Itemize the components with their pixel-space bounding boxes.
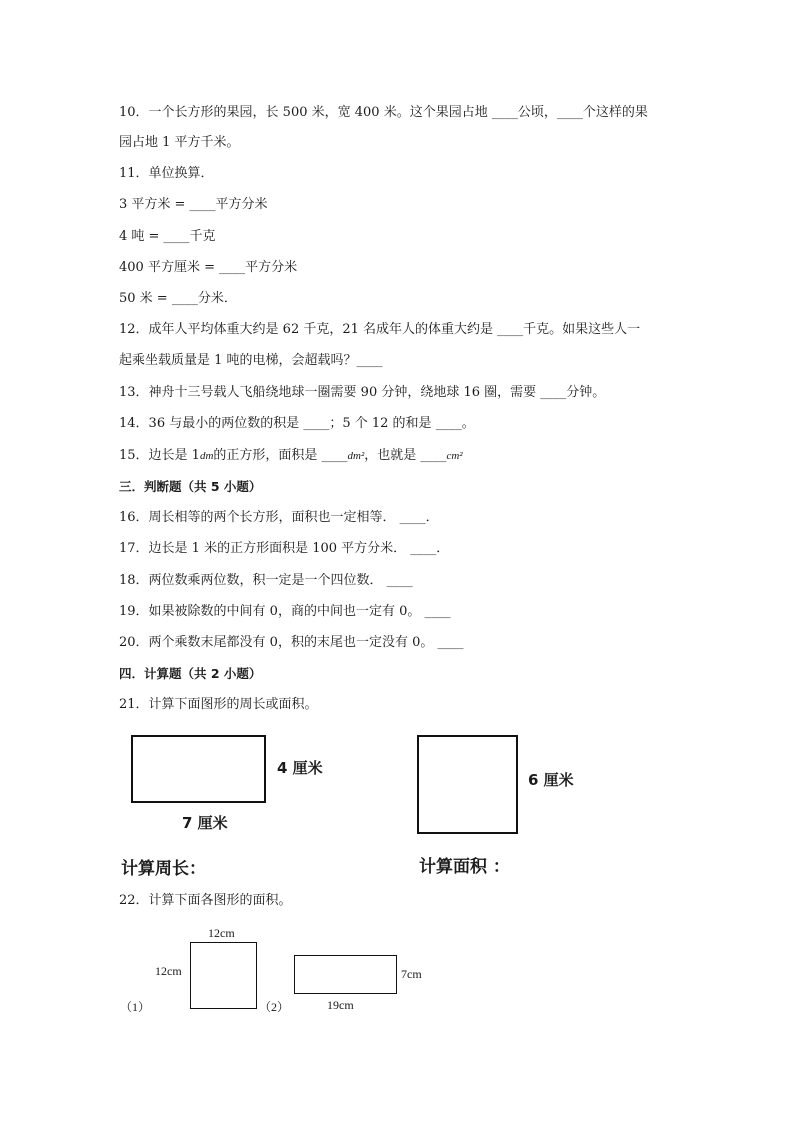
- question-10-line2: 园占地 1 平方千米。: [119, 135, 240, 150]
- question-11-c: 400 平方厘米 = ____平方分米: [119, 260, 298, 275]
- square-side-label: 6 厘米: [528, 771, 574, 789]
- question-20: 20．两个乘数末尾都没有 0，积的末尾也一定没有 0。 ____: [119, 635, 464, 650]
- square-figure: [417, 735, 518, 834]
- rectangle-side-label: 4 厘米: [277, 759, 323, 777]
- figure1-number: （1）: [120, 1000, 151, 1014]
- question-11-b: 4 吨 = ____千克: [119, 229, 216, 244]
- question-12-line1: 12．成年人平均体重大约是 62 千克，21 名成年人的体重大约是 ____千克。如果这些人一: [119, 322, 641, 337]
- question-17: 17．边长是 1 米的正方形面积是 100 平方分米． ____．: [119, 541, 450, 556]
- question-18: 18．两位数乘两位数，积一定是一个四位数． ____: [119, 573, 413, 588]
- question-15-part-c: ，也就是 ____: [364, 448, 447, 463]
- question-15-part-b: 的正方形，面积是 ____: [213, 448, 348, 463]
- perimeter-label: 计算周长：: [121, 859, 206, 879]
- area-label: 计算面积 ：: [419, 857, 510, 877]
- rectangle-bottom-label: 7 厘米: [182, 814, 228, 832]
- question-11: 11．单位换算．: [119, 166, 214, 181]
- section-4-heading: 四．计算题（共 2 小题）: [119, 666, 262, 681]
- question-15-unit-dm2: dm²: [347, 450, 365, 462]
- question-16: 16．周长相等的两个长方形，面积也一定相等． ____．: [119, 510, 439, 525]
- question-15-unit-dm: dm: [199, 450, 214, 462]
- figure2-rectangle: [294, 955, 397, 994]
- question-15-unit-cm2: cm²: [446, 450, 463, 462]
- question-11-a: 3 平方米 = ____平方分米: [119, 197, 268, 212]
- figure1-left-label: 12cm: [155, 964, 182, 978]
- question-14: 14．36 与最小的两位数的积是 ____；5 个 12 的和是 ____。: [119, 416, 475, 431]
- question-13: 13．神舟十三号载人飞船绕地球一圈需要 90 分钟，绕地球 16 圈，需要 ____分钟。: [119, 385, 606, 400]
- question-12-line2: 起乘坐载质量是 1 吨的电梯，会超载吗？____: [119, 353, 383, 368]
- question-22: 22．计算下面各图形的面积。: [119, 893, 292, 908]
- figure2-bottom-label: 19cm: [327, 998, 354, 1012]
- question-10-line1: 10．一个长方形的果园，长 500 米，宽 400 米。这个果园占地 ____公顷，____个这样的果: [119, 105, 648, 120]
- rectangle-figure: [131, 735, 266, 803]
- figure2-right-label: 7cm: [401, 967, 422, 981]
- figure1-square: [190, 942, 257, 1009]
- figure1-top-label: 12cm: [208, 926, 235, 940]
- question-11-d: 50 米 = ____分米．: [119, 291, 237, 306]
- question-15-part-a: 15．边长是 1: [119, 448, 200, 463]
- question-19: 19．如果被除数的中间有 0，商的中间也一定有 0。 ____: [119, 604, 451, 619]
- question-21: 21．计算下面图形的周长或面积。: [119, 697, 318, 712]
- figure2-number: （2）: [259, 1000, 290, 1014]
- section-3-heading: 三．判断题（共 5 小题）: [119, 479, 262, 494]
- question-15: [119, 448, 463, 464]
